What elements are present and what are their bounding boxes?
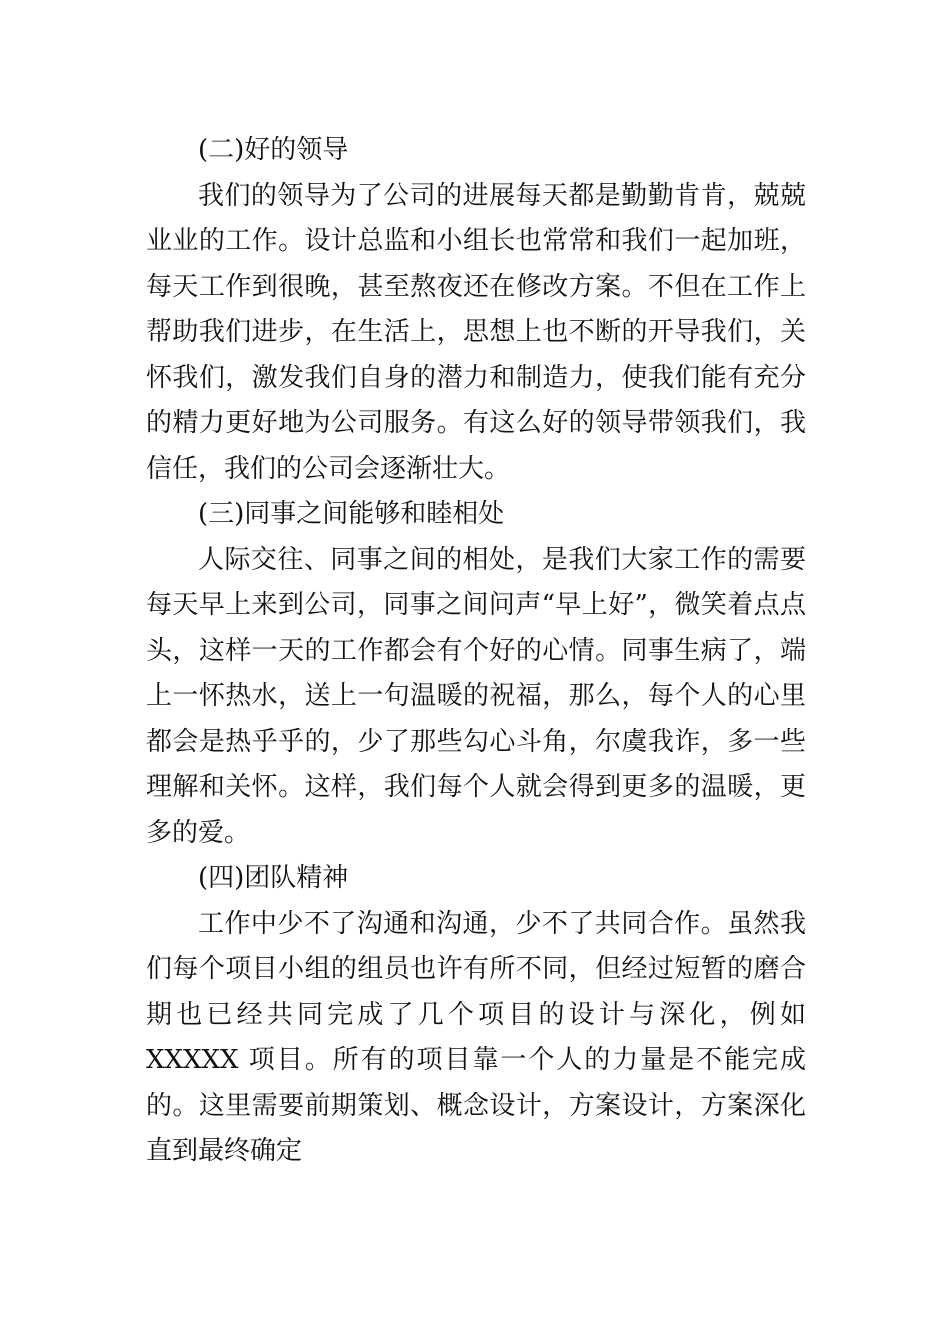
paragraph-leadership: 我们的领导为了公司的进展每天都是勤勤肯肯，兢兢业业的工作。设计总监和小组长也常常和我们一起加班，每天工作到很晚，甚至熬夜还在修改方案。不但在工作上帮助我们进步，在生活上，思想上也不断的开导我们，关怀我们，激发我们自身的潜力和制造力，使我们能有充分的精力更好地为公司服务。有这么好的领导带领我们，我信任，我们的公司会逐渐壮大。 (146, 180, 806, 484)
section-heading-colleagues: (三)同事之间能够和睦相处 (198, 499, 505, 529)
paragraph-teamwork: 工作中少不了沟通和沟通，少不了共同合作。虽然我们每个项目小组的组员也许有所不同，但经过短暂的磨合期也已经共同完成了几个项目的设计与深化，例如 XXXXX 项目。所有的项目靠一个人的力量是不能完成的。这里需要前期策划、概念设计，方案设计，方案深化直到最终确定 (146, 908, 806, 1166)
paragraph-colleagues: 人际交往、同事之间的相处，是我们大家工作的需要每天早上来到公司，同事之间问声“早上好”，微笑着点点头，这样一天的工作都会有个好的心情。同事生病了，端上一怀热水，送上一句温暖的祝福，那么，每个人的心里都会是热乎乎的，少了那些勾心斗角，尔虞我诈，多一些理解和关怀。这样，我们每个人就会得到更多的温暖，更多的爱。 (146, 544, 806, 848)
document-body (146, 128, 806, 1175)
section-heading-teamwork: (四)团队精神 (198, 863, 349, 893)
section-heading-leadership: (二)好的领导 (198, 135, 349, 165)
